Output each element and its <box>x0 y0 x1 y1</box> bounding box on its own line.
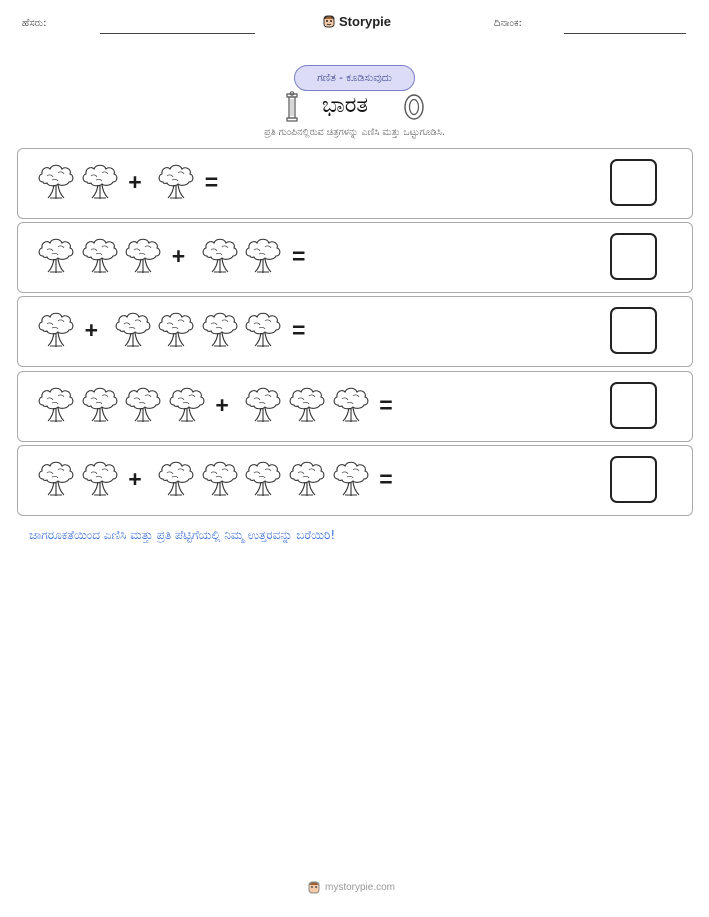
banyan-tree-icon <box>157 311 195 349</box>
equals-sign: = <box>292 243 306 270</box>
problem-row <box>17 148 693 219</box>
pillar-icon <box>284 91 300 123</box>
banyan-tree-icon <box>81 163 119 201</box>
banyan-tree-icon <box>168 386 206 424</box>
answer-box[interactable] <box>610 233 657 280</box>
banyan-tree-icon <box>81 460 119 498</box>
footer-brand <box>307 879 395 895</box>
answer-box[interactable] <box>610 456 657 503</box>
banyan-tree-icon <box>81 237 119 275</box>
answer-box[interactable] <box>610 382 657 429</box>
equals-sign: = <box>292 317 306 344</box>
banyan-tree-icon <box>288 460 326 498</box>
category-badge: ಗಣಿತ - ಕೂಡಿಸುವುದು <box>294 65 415 91</box>
banyan-tree-icon <box>124 386 162 424</box>
plus-sign: + <box>215 391 229 418</box>
storypie-logo <box>322 13 391 29</box>
banyan-tree-icon <box>332 460 370 498</box>
banyan-tree-icon <box>114 311 152 349</box>
plus-sign: + <box>128 465 142 492</box>
banyan-tree-icon <box>201 237 239 275</box>
banyan-tree-icon <box>157 163 195 201</box>
banyan-tree-icon <box>201 311 239 349</box>
problem-row <box>17 222 693 293</box>
banyan-tree-icon <box>244 311 282 349</box>
zero-digit-icon <box>402 91 426 123</box>
equals-sign: = <box>379 465 393 492</box>
banyan-tree-icon <box>244 460 282 498</box>
plus-sign: + <box>171 243 186 270</box>
banyan-tree-icon <box>244 386 282 424</box>
website-url: mystorypie.com <box>325 881 396 893</box>
plus-sign: + <box>128 169 142 195</box>
banyan-tree-icon <box>201 460 239 498</box>
banyan-tree-icon <box>37 311 75 349</box>
banyan-tree-icon <box>37 386 75 424</box>
banyan-tree-icon <box>332 386 370 424</box>
equals-sign: = <box>379 391 393 418</box>
name-label: ಹೆಸರು: <box>22 18 47 29</box>
banyan-tree-icon <box>244 237 282 275</box>
brand-name: Storypie <box>339 13 392 29</box>
page-title: ಭಾರತ <box>322 93 369 118</box>
banyan-tree-icon <box>37 163 75 201</box>
problem-row <box>17 371 693 442</box>
equals-sign: = <box>204 169 219 195</box>
storypie-mascot-icon <box>322 13 336 29</box>
problem-row <box>17 445 693 516</box>
plus-sign: + <box>84 317 99 344</box>
banyan-tree-icon <box>124 237 162 275</box>
date-line[interactable] <box>564 33 686 34</box>
answer-box[interactable] <box>610 307 657 354</box>
banyan-tree-icon <box>288 386 326 424</box>
footer-note: ಜಾಗರೂಕತೆಯಿಂದ ಎಣಿಸಿ ಮತ್ತು ಪ್ರತಿ ಪೆಟ್ಟಿಗೆಯಲ್ಲಿ ನಿಮ್ಮ ಉತ್ತರವನ್ನು ಬರೆಯಿರಿ! <box>29 528 336 542</box>
name-line[interactable] <box>100 33 255 34</box>
banyan-tree-icon <box>81 386 119 424</box>
date-label: ದಿನಾಂಕ: <box>494 18 522 29</box>
storypie-mascot-icon <box>307 879 321 895</box>
answer-box[interactable] <box>610 159 657 206</box>
instructions: ಪ್ರತಿ ಗುಂಪಿನಲ್ಲಿರುವ ಚಿತ್ರಗಳನ್ನು ಎಣಿಸಿ ಮತ್ತು ಒಟ್ಟುಗೂಡಿಸಿ. <box>264 127 445 138</box>
banyan-tree-icon <box>37 460 75 498</box>
banyan-tree-icon <box>157 460 195 498</box>
banyan-tree-icon <box>37 237 75 275</box>
title-row <box>0 91 709 123</box>
problem-row <box>17 296 693 367</box>
